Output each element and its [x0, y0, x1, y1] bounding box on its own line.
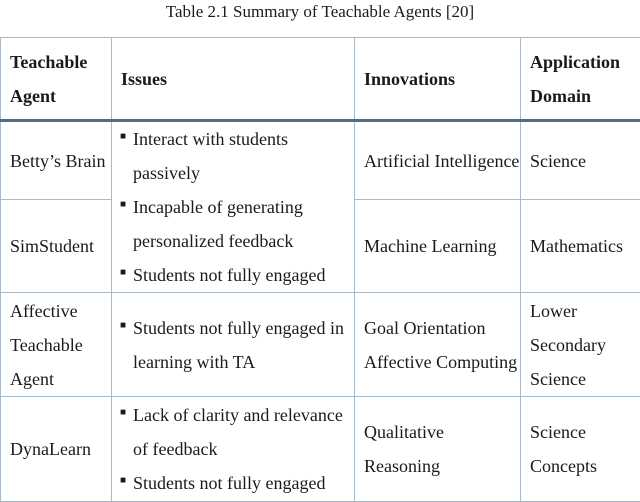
- domain-cell: Science Concepts: [521, 397, 640, 502]
- table-row: [1, 397, 640, 502]
- domain-cell: Mathematics: [521, 200, 640, 293]
- issue-item: ■ Lack of clarity and relevance of feedback: [119, 398, 354, 466]
- header-teachable-agent: Teachable Agent: [1, 38, 112, 121]
- teachable-agents-table: [0, 37, 640, 502]
- innovation-cell: Machine Learning: [355, 200, 521, 293]
- agent-cell: Affective Teachable Agent: [1, 293, 112, 397]
- issue-item: ■ Incapable of generating personalized feedback: [119, 190, 354, 258]
- issues-list: [119, 398, 354, 500]
- table-row: [1, 121, 640, 200]
- header-application-domain: Application Domain: [521, 38, 640, 121]
- table-header-row: [1, 38, 640, 121]
- agent-cell: DynaLearn: [1, 397, 112, 502]
- agent-cell: SimStudent: [1, 200, 112, 293]
- issue-item: ■ Students not fully engaged: [119, 466, 354, 500]
- table-row: [1, 293, 640, 397]
- issue-item: ■ Students not fully engaged: [119, 258, 354, 292]
- issues-cell: [112, 121, 355, 293]
- innovation-cell: Qualitative Reasoning: [355, 397, 521, 502]
- issue-item: ■ Interact with students passively: [119, 122, 354, 190]
- issue-item: ■ Students not fully engaged in learning with TA: [119, 311, 354, 379]
- innovation-cell: Artificial Intelligence: [355, 121, 521, 200]
- header-innovations: Innovations: [355, 38, 521, 121]
- table-caption: Table 2.1 Summary of Teachable Agents [20]: [0, 2, 640, 22]
- issues-cell: [112, 293, 355, 397]
- agent-cell: Betty’s Brain: [1, 121, 112, 200]
- header-issues: Issues: [112, 38, 355, 121]
- issues-cell: [112, 397, 355, 502]
- domain-cell: Science: [521, 121, 640, 200]
- innovation-cell: Goal Orientation Affective Computing: [355, 293, 521, 397]
- domain-cell: Lower Secondary Science: [521, 293, 640, 397]
- issues-list: [119, 122, 354, 292]
- issues-list: [119, 311, 354, 379]
